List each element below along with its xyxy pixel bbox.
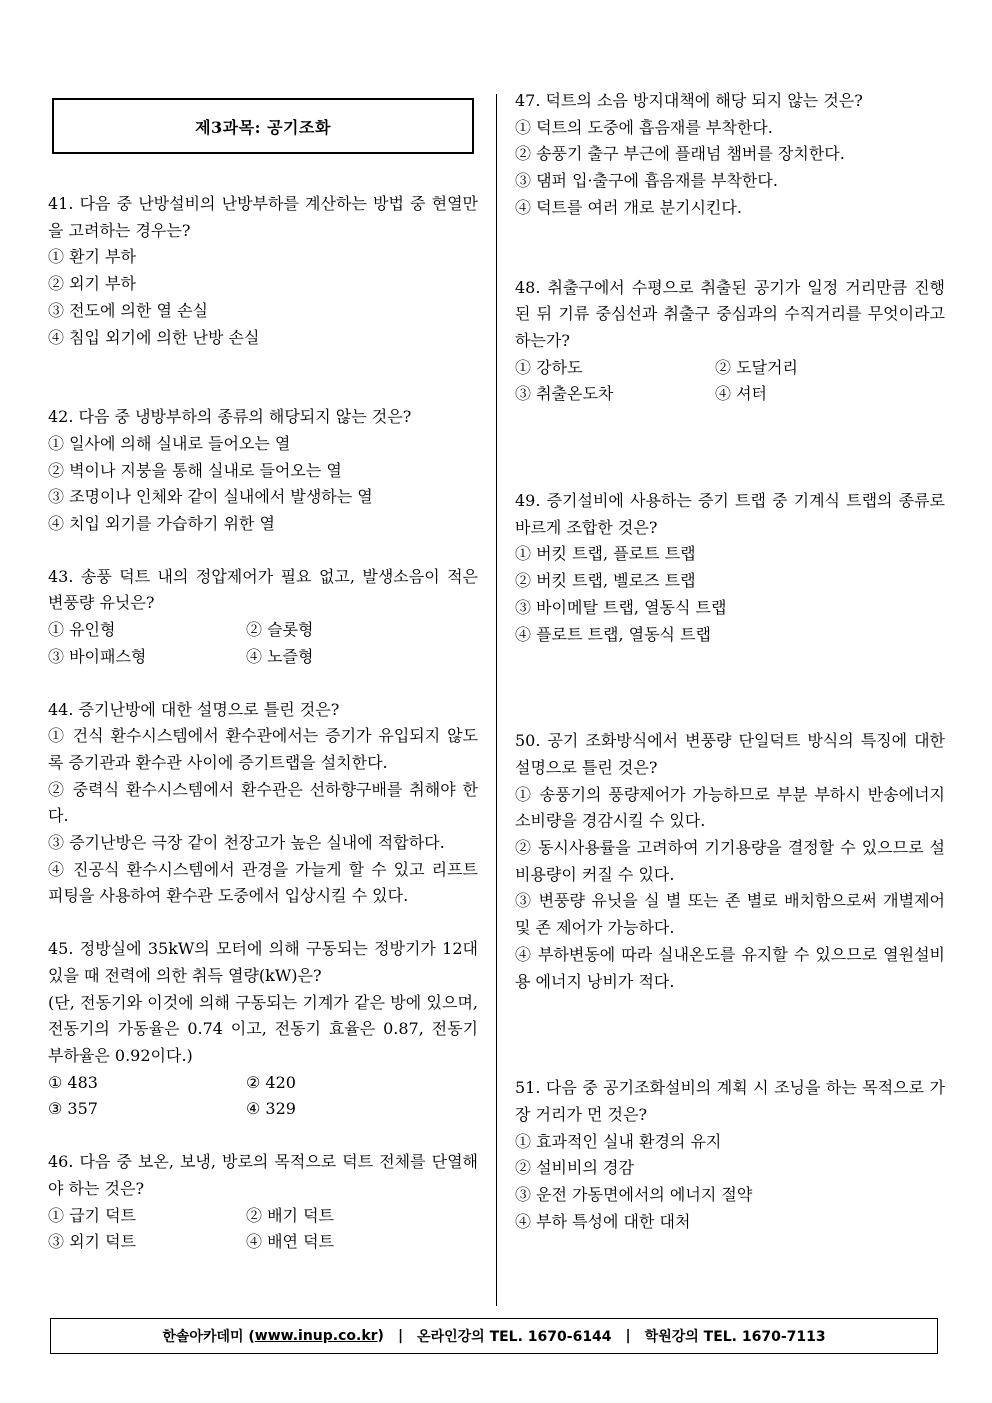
option-4[interactable]: ④ 부하변동에 따라 실내온도를 유지할 수 있으므로 열원설비용 에너지 낭비가 적다.: [515, 944, 945, 991]
question-43: [48, 564, 478, 671]
option-1[interactable]: ① 일사에 의해 실내로 들어오는 열: [48, 433, 291, 453]
option-4[interactable]: ④ 배연 덕트: [246, 1232, 334, 1252]
option-2[interactable]: ② 설비비의 경감: [515, 1158, 634, 1178]
option-3[interactable]: ③ 바이패스형: [48, 646, 147, 666]
option-4[interactable]: ④ 진공식 환수시스템에서 관경을 가늘게 할 수 있고 리프트 피팅을 사용하여 환수관 도중에서 입상시킬 수 있다.: [48, 859, 478, 906]
option-3[interactable]: ③ 댐퍼 입·출구에 흡음재를 부착한다.: [515, 171, 778, 191]
option-2[interactable]: ② 송풍기 출구 부근에 플래넘 챔버를 장치한다.: [515, 144, 845, 164]
option-3[interactable]: ③ 변풍량 유닛을 실 별 또는 존 별로 배치함으로써 개별제어 및 존 제어가 가능하다.: [515, 891, 945, 938]
option-1[interactable]: ① 유인형: [48, 620, 116, 640]
question-stem: 45. 정방실에 35kW의 모터에 의해 구동되는 정방기가 12대 있을 때 전력에 의한 취득 열량(kW)은?: [48, 939, 478, 985]
column-divider: [496, 94, 497, 1306]
question-49: [515, 488, 945, 648]
question-stem: 43. 송풍 덕트 내의 정압제어가 필요 없고, 발생소음이 적은 변풍량 유닛은?: [48, 566, 478, 613]
footer-academy: 한솔아카데미 (: [162, 1329, 255, 1345]
question-stem: 48. 취출구에서 수평으로 취출된 공기가 일정 거리만큼 진행된 뒤 기류 중심선과 취출구 중심과의 수직거리를 무엇이라고 하는가?: [515, 277, 945, 350]
question-stem: 49. 증기설비에 사용하는 증기 트랩 중 기계식 트랩의 종류로 바르게 조합한 것은?: [515, 491, 945, 537]
option-3[interactable]: ③ 바이메탈 트랩, 열동식 트랩: [515, 597, 727, 617]
question-51: [515, 1075, 945, 1235]
option-2[interactable]: ② 도달거리: [715, 357, 798, 377]
option-2[interactable]: ② 외기 부하: [48, 274, 136, 294]
option-1[interactable]: ① 급기 덕트: [48, 1205, 136, 1225]
question-41: [48, 191, 478, 351]
option-4[interactable]: ④ 노즐형: [246, 646, 314, 666]
right-column: [515, 88, 945, 1236]
question-stem: 47. 덕트의 소음 방지대책에 해당 되지 않는 것은?: [515, 91, 863, 110]
footer-separator: |: [397, 1328, 404, 1344]
option-2[interactable]: ② 동시사용률을 고려하여 기기용량을 결정할 수 있으므로 설비용량이 커질 수 있다.: [515, 838, 945, 884]
option-row: [515, 355, 945, 382]
option-4[interactable]: ④ 셔터: [715, 384, 767, 404]
question-stem: 42. 다음 중 냉방부하의 종류의 해당되지 않는 것은?: [48, 407, 412, 427]
question-stem: 51. 다음 중 공기조화설비의 계획 시 조닝을 하는 목적으로 가장 거리가 먼 것은?: [515, 1078, 945, 1124]
option-row: [48, 1203, 478, 1230]
footer-offline-tel: 학원강의 TEL. 1670-7113: [644, 1329, 826, 1345]
option-1[interactable]: ① 483: [48, 1072, 98, 1092]
subject-title: 제3과목: 공기조화: [195, 117, 331, 137]
option-2[interactable]: ② 슬롯형: [246, 620, 314, 640]
option-3[interactable]: ③ 운전 가동면에서의 에너지 절약: [515, 1185, 753, 1205]
question-46: [48, 1149, 478, 1256]
question-47: [515, 88, 945, 222]
option-4[interactable]: ④ 부하 특성에 대한 대처: [515, 1211, 691, 1231]
question-stem: 50. 공기 조화방식에서 변풍량 단일덕트 방식의 특징에 대한 설명으로 틀린 것은?: [515, 731, 945, 777]
option-row: [48, 1096, 478, 1123]
option-3[interactable]: ③ 357: [48, 1099, 98, 1119]
option-2[interactable]: ② 벽이나 지붕을 통해 실내로 들어오는 열: [48, 460, 342, 480]
option-4[interactable]: ④ 플로트 트랩, 열동식 트랩: [515, 624, 711, 644]
option-1[interactable]: ① 효과적인 실내 환경의 유지: [515, 1131, 722, 1151]
option-3[interactable]: ③ 증기난방은 극장 같이 천장고가 높은 실내에 적합하다.: [48, 833, 445, 853]
option-3[interactable]: ③ 전도에 의한 열 손실: [48, 300, 208, 320]
footer-online-tel: 온라인강의 TEL. 1670-6144: [417, 1329, 612, 1345]
option-row: [48, 1070, 478, 1097]
option-row: [515, 381, 945, 408]
footer-separator: |: [625, 1328, 631, 1344]
question-stem: 46. 다음 중 보온, 보냉, 방로의 목적으로 덕트 전체를 단열해야 하는 것은?: [48, 1152, 478, 1198]
question-45: [48, 936, 478, 1123]
option-1[interactable]: ① 송풍기의 풍량제어가 가능하므로 부분 부하시 반송에너지 소비량을 경감시킬 수 있다.: [515, 784, 945, 831]
option-row: [48, 617, 478, 644]
option-row: [48, 644, 478, 671]
option-4[interactable]: ④ 329: [246, 1099, 296, 1119]
option-4[interactable]: ④ 침입 외기에 의한 난방 손실: [48, 327, 260, 347]
subject-title-box: [52, 98, 474, 154]
website-link[interactable]: www.inup.co.kr: [254, 1328, 378, 1344]
option-3[interactable]: ③ 조명이나 인체와 같이 실내에서 발생하는 열: [48, 487, 373, 507]
option-1[interactable]: ① 덕트의 도중에 흡음재를 부착한다.: [515, 117, 773, 137]
option-row: [48, 1229, 478, 1256]
question-48: [515, 275, 945, 409]
question-stem: 41. 다음 중 난방설비의 난방부하를 계산하는 방법 중 현열만을 고려하는 경우는?: [48, 194, 478, 240]
option-1[interactable]: ① 버킷 트랩, 플로트 트랩: [515, 544, 696, 564]
option-3[interactable]: ③ 취출온도차: [515, 384, 614, 404]
option-4[interactable]: ④ 치입 외기를 가습하기 위한 열: [48, 514, 275, 534]
footer-close-paren: ): [377, 1328, 384, 1344]
option-2[interactable]: ② 배기 덕트: [246, 1205, 334, 1225]
option-2[interactable]: ② 420: [246, 1072, 296, 1092]
question-stem: 44. 증기난방에 대한 설명으로 틀린 것은?: [48, 699, 340, 719]
question-44: [48, 697, 478, 911]
left-column: [48, 88, 478, 1256]
option-1[interactable]: ① 환기 부하: [48, 247, 136, 267]
question-note: (단, 전동기와 이것에 의해 구동되는 기계가 같은 방에 있으며, 전동기의 가동율은 0.74 이고, 전동기 효율은 0.87, 전동기 부하율은 0.92이다.): [48, 992, 478, 1065]
option-2[interactable]: ② 버킷 트랩, 벨로즈 트랩: [515, 571, 696, 591]
option-4[interactable]: ④ 덕트를 여러 개로 분기시킨다.: [515, 197, 742, 217]
option-2[interactable]: ② 중력식 환수시스템에서 환수관은 선하향구배를 취해야 한다.: [48, 779, 478, 826]
footer-bar: [50, 1318, 938, 1354]
question-50: [515, 728, 945, 995]
option-3[interactable]: ③ 외기 덕트: [48, 1232, 136, 1252]
question-42: [48, 404, 478, 538]
option-1[interactable]: ① 건식 환수시스템에서 환수관에서는 증기가 유입되지 않도록 증기관과 환수관 사이에 증기트랩을 설치한다.: [48, 726, 478, 772]
option-1[interactable]: ① 강하도: [515, 357, 583, 377]
